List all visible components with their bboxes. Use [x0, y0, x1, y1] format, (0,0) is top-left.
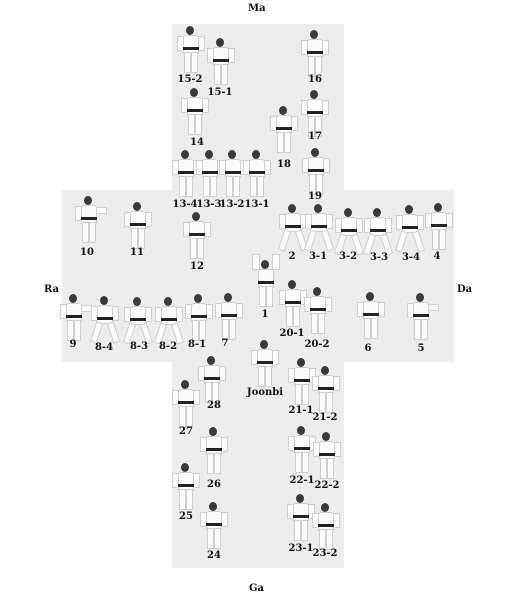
- pose-figure: [91, 296, 117, 342]
- pose-figure: [251, 340, 277, 386]
- pose-label: 12: [190, 261, 204, 272]
- pose-figure: [200, 502, 226, 548]
- pose-label: 9: [69, 339, 77, 350]
- pose-label: 20-1: [279, 328, 305, 339]
- pose-label: 3-4: [401, 252, 421, 263]
- pose-label: 2: [288, 251, 296, 262]
- pose-label: 17: [308, 131, 322, 142]
- direction-label-da: Da: [457, 284, 473, 295]
- pose-figure: [124, 297, 150, 343]
- pose-figure: [155, 297, 181, 343]
- pose-label: 23-1: [288, 543, 314, 554]
- pose-label: 18: [277, 159, 291, 170]
- pose-label: 14: [190, 137, 204, 148]
- pose-figure: [357, 292, 383, 338]
- pose-figure: [301, 30, 327, 76]
- pose-figure: [335, 208, 361, 254]
- pose-figure: [364, 208, 390, 254]
- pose-label: 13-2: [219, 199, 245, 210]
- pose-label: 8-2: [158, 341, 178, 352]
- pose-figure: [198, 356, 224, 402]
- pose-figure: [270, 106, 296, 152]
- pose-figure: [288, 426, 314, 472]
- pose-figure: [177, 26, 203, 72]
- pose-label: 1: [261, 309, 269, 320]
- pose-figure: [301, 90, 327, 136]
- pose-figure: [124, 202, 150, 248]
- pose-figure: [425, 203, 451, 249]
- pose-label: 23-2: [312, 548, 338, 559]
- pose-label: 27: [179, 426, 193, 437]
- pose-label: 8-3: [129, 341, 149, 352]
- pose-figure: [252, 260, 278, 306]
- pose-figure: [312, 366, 338, 412]
- pose-figure: [407, 293, 433, 339]
- pose-label: 24: [207, 550, 221, 561]
- pose-label: 5: [417, 343, 425, 354]
- pose-label: 16: [308, 74, 322, 85]
- pose-label: 26: [207, 479, 221, 490]
- pose-label: Joonbi: [246, 387, 284, 398]
- direction-label-ra: Ra: [44, 284, 60, 295]
- pose-figure: [200, 427, 226, 473]
- pose-figure: [243, 150, 269, 196]
- pose-label: 11: [130, 247, 144, 258]
- pose-label: 7: [221, 338, 229, 349]
- pose-figure: [172, 150, 198, 196]
- pose-figure: [207, 38, 233, 84]
- pose-label: 8-4: [94, 342, 114, 353]
- pose-label: 22-1: [289, 475, 315, 486]
- pose-label: 13-3: [196, 199, 222, 210]
- pose-figure: [305, 204, 331, 250]
- pose-figure: [313, 432, 339, 478]
- pose-figure: [215, 293, 241, 339]
- pose-figure: [312, 503, 338, 549]
- pose-figure: [288, 358, 314, 404]
- pose-label: 28: [207, 400, 221, 411]
- pose-label: 25: [179, 511, 193, 522]
- pose-figure: [185, 294, 211, 340]
- pose-label: 3-1: [308, 251, 328, 262]
- pose-figure: [304, 287, 330, 333]
- pose-label: 15-1: [207, 87, 233, 98]
- pose-figure: [172, 380, 198, 426]
- pose-figure: [60, 294, 86, 340]
- pose-figure: [181, 88, 207, 134]
- pose-label: 13-4: [172, 199, 198, 210]
- pose-figure: [183, 212, 209, 258]
- pose-figure: [75, 196, 101, 242]
- pose-label: 6: [364, 343, 372, 354]
- pose-figure: [279, 280, 305, 326]
- pose-figure: [279, 204, 305, 250]
- pose-label: 15-2: [177, 74, 203, 85]
- pose-label: 4: [433, 251, 441, 262]
- pose-label: 21-1: [288, 405, 314, 416]
- pose-figure: [302, 148, 328, 194]
- pose-label: 21-2: [312, 412, 338, 423]
- pose-figure: [219, 150, 245, 196]
- pose-label: 13-1: [244, 199, 270, 210]
- pose-figure: [287, 494, 313, 540]
- pose-label: 8-1: [187, 339, 207, 350]
- direction-label-ma: Ma: [248, 3, 266, 14]
- pose-label: 3-3: [369, 252, 389, 263]
- pose-label: 22-2: [314, 480, 340, 491]
- direction-label-ga: Ga: [249, 583, 265, 594]
- pose-label: 10: [80, 247, 94, 258]
- pose-figure: [172, 463, 198, 509]
- pose-figure: [396, 205, 422, 251]
- pose-label: 20-2: [304, 339, 330, 350]
- pose-label: 19: [308, 191, 322, 202]
- pose-label: 3-2: [338, 251, 358, 262]
